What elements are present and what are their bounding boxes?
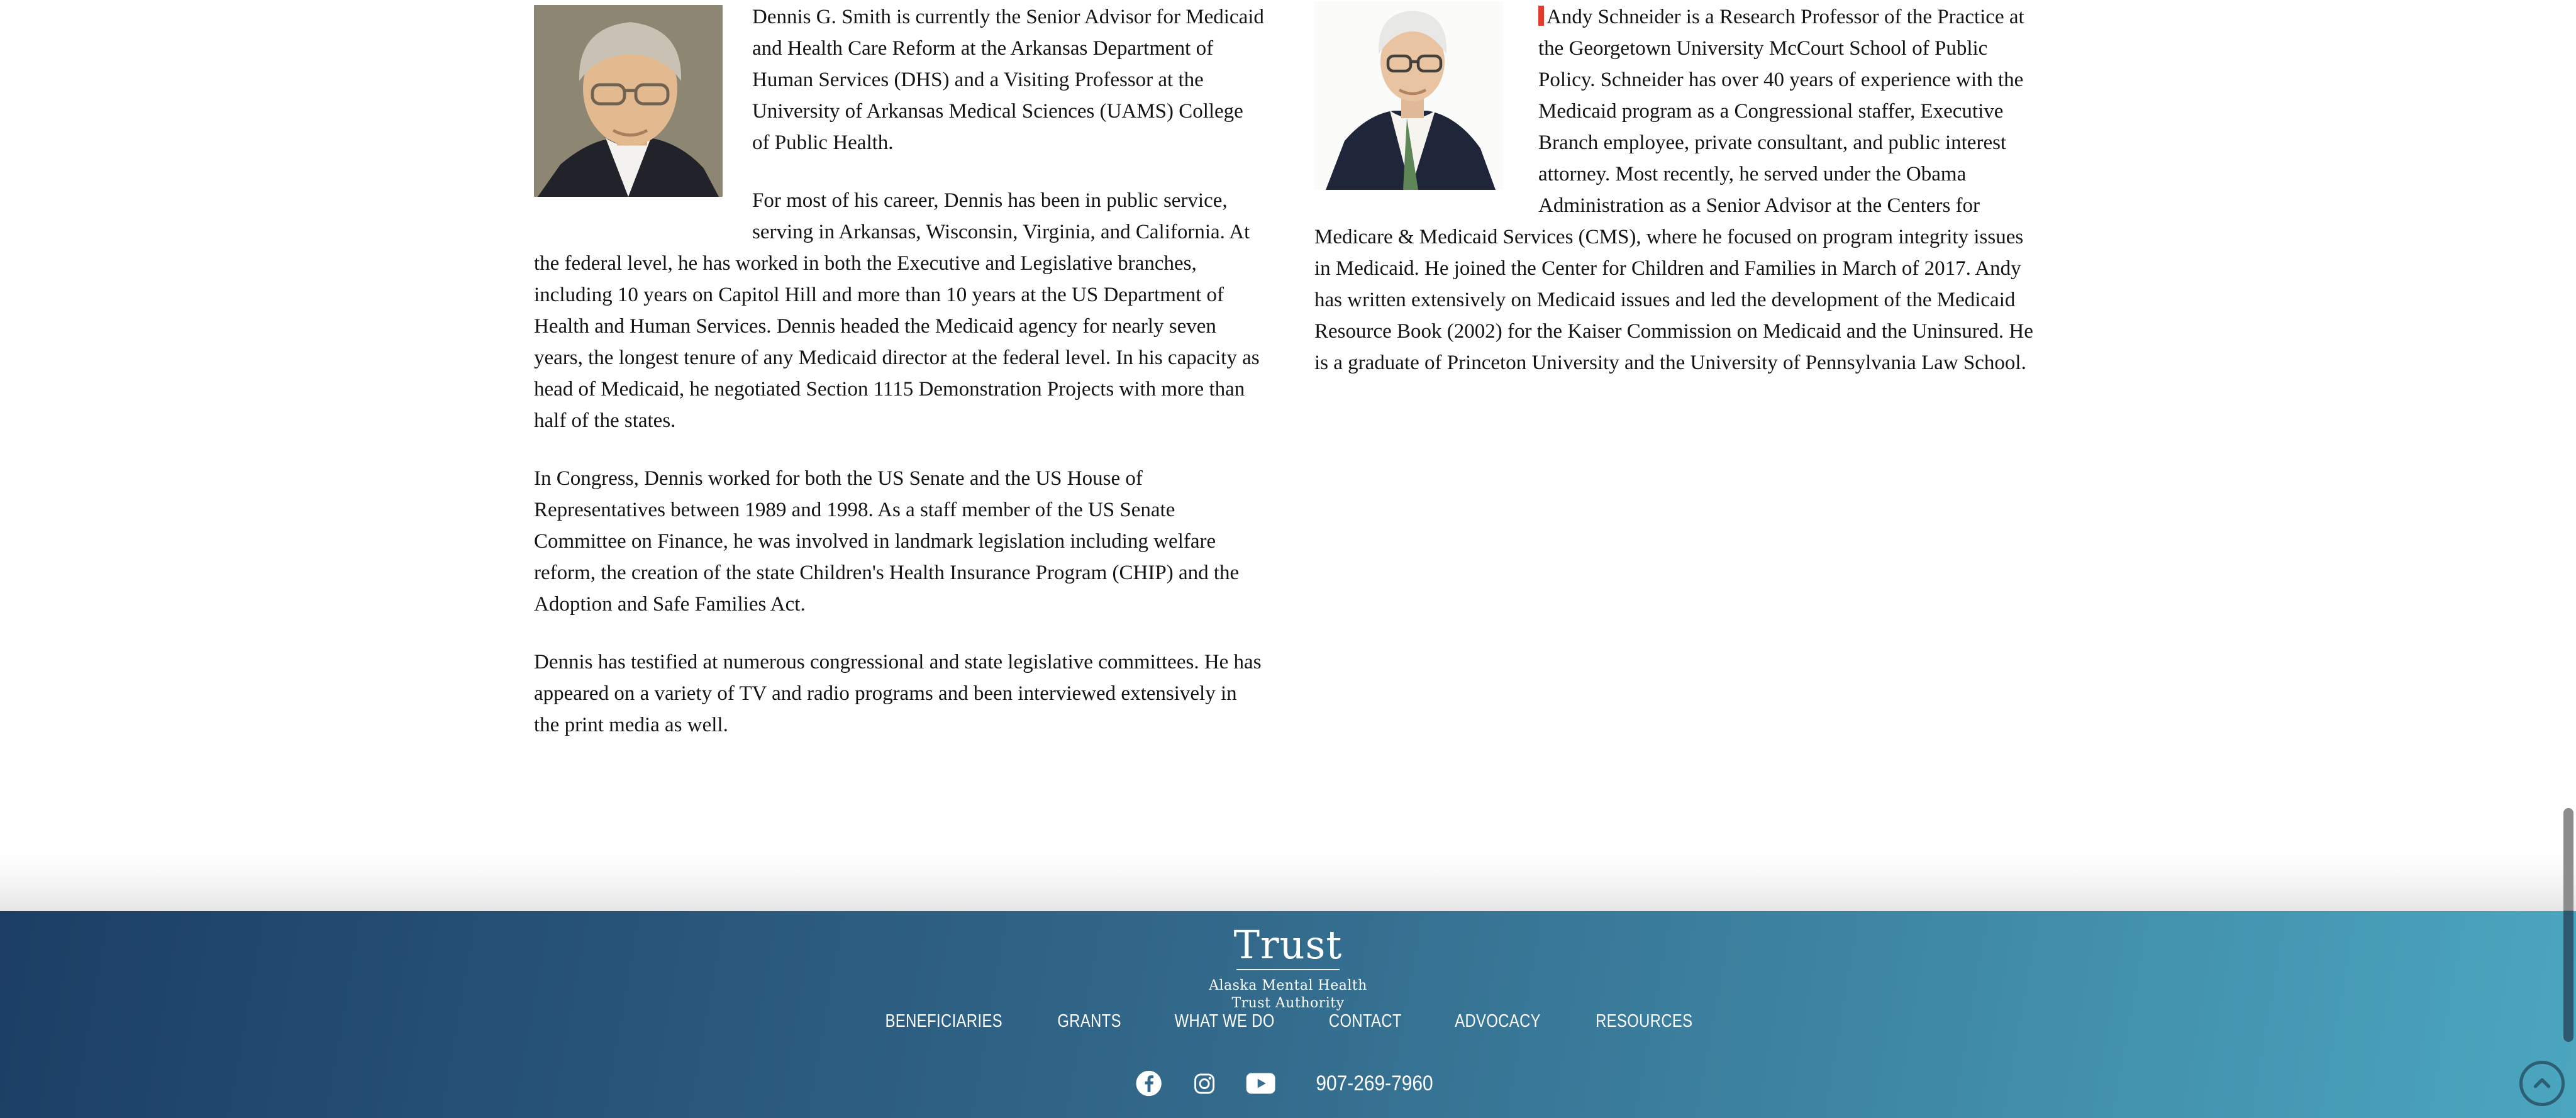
bio-paragraph: Dennis G. Smith is currently the Senior Advisor for Medicaid and Health Care Reform at the Arkansas Department of Human Services (DHS) and a Visiting Professor at the University of Arkansas Medical Sciences (UAMS) College of Public Health. — [752, 6, 1264, 154]
bio-dennis-smith — [534, 1, 1264, 767]
youtube-icon[interactable] — [1246, 1073, 1275, 1094]
footer-nav-resources[interactable]: RESOURCES — [1596, 1011, 1693, 1031]
footer-nav-contact[interactable]: CONTACT — [1329, 1011, 1402, 1031]
footer-nav — [872, 1012, 1704, 1031]
facebook-icon[interactable] — [1135, 1070, 1163, 1097]
trust-logo-divider — [1236, 969, 1340, 970]
bio-paragraph: In Congress, Dennis worked for both the US Senate and the US House of Representatives between 1989 and 1998. As a staff member of the US Senate Committee on Finance, he was involved in landmark legislation including welfare reform, the creation of the state Children's Health Insurance Program (CHIP) and the Adoption and Safe Families Act. — [534, 467, 1240, 616]
trust-logo-tagline-1: Alaska Mental Health — [1209, 978, 1367, 994]
scrollbar-thumb[interactable] — [2563, 808, 2573, 1042]
dennis-smith-photo — [534, 5, 723, 197]
trust-logo-tagline-2: Trust Authority — [1231, 995, 1345, 1012]
red-text-cursor — [1538, 6, 1544, 26]
bio-paragraph-text: Andy Schneider is a Research Professor of the Practice at the Georgetown University McCourt School of Public Policy. Schneider has over 40 years of experience with the Medicaid program as a Congressional staffer, Executive Branch employee, private consultant, and public interest attorney. Most recently, he served under the Obama Administration as a Senior Advisor at the Centers for Medicare & Medicaid Services (CMS), where he focused on program integrity issues in Medicaid. He joined the Center for Children and Families in March of 2017. Andy has written extensively on Medicaid issues and led the development of the Medicaid Resource Book (2002) for the Kaiser Commission on Medicaid and the Uninsured. He is a graduate of Princeton University and the University of Pennsylvania Law School. — [1314, 6, 2033, 374]
footer-phone-number[interactable]: 907-269-7960 — [1316, 1071, 1433, 1095]
instagram-icon[interactable] — [1192, 1071, 1218, 1097]
bio-paragraph: For most of his career, Dennis has been in public service, serving in Arkansas, Wisconsin, Virginia, and California. At the federal level, he has worked in both the Executive and Legislative branches, including 10 years on Capitol Hill and more than 10 years at the US Department of Health and Human Services. Dennis headed the Medicaid agency for nearly seven years, the longest tenure of any Medicaid director at the federal level. In his capacity as head of Medicaid, he negotiated Section 1115 Demonstration Projects with more than half of the states. — [534, 189, 1260, 432]
footer-nav-grants[interactable]: GRANTS — [1057, 1011, 1122, 1031]
portrait-image — [1314, 1, 1503, 190]
bio-paragraph: Dennis has testified at numerous congressional and state legislative committees. He has appeared on a variety of TV and radio programs and been interviewed extensively in the print media as well. — [534, 651, 1262, 736]
scroll-to-top-button[interactable] — [2519, 1061, 2565, 1106]
chevron-up-icon — [2528, 1069, 2557, 1098]
bio-columns — [534, 1, 2045, 767]
pre-footer-shadow — [0, 855, 2576, 911]
footer-nav-beneficiaries[interactable]: BENEFICIARIES — [885, 1011, 1003, 1031]
andy-schneider-photo — [1314, 1, 1503, 190]
footer-nav-what-we-do[interactable]: WHAT WE DO — [1174, 1011, 1275, 1031]
portrait-image — [534, 5, 723, 197]
bio-andy-schneider — [1314, 1, 2045, 767]
site-footer — [0, 911, 2576, 1118]
footer-social-row — [1135, 1070, 1441, 1097]
trust-logo[interactable] — [1209, 922, 1367, 1012]
trust-logo-wordmark: Trust — [1233, 922, 1343, 968]
footer-nav-advocacy[interactable]: ADVOCACY — [1454, 1011, 1541, 1031]
